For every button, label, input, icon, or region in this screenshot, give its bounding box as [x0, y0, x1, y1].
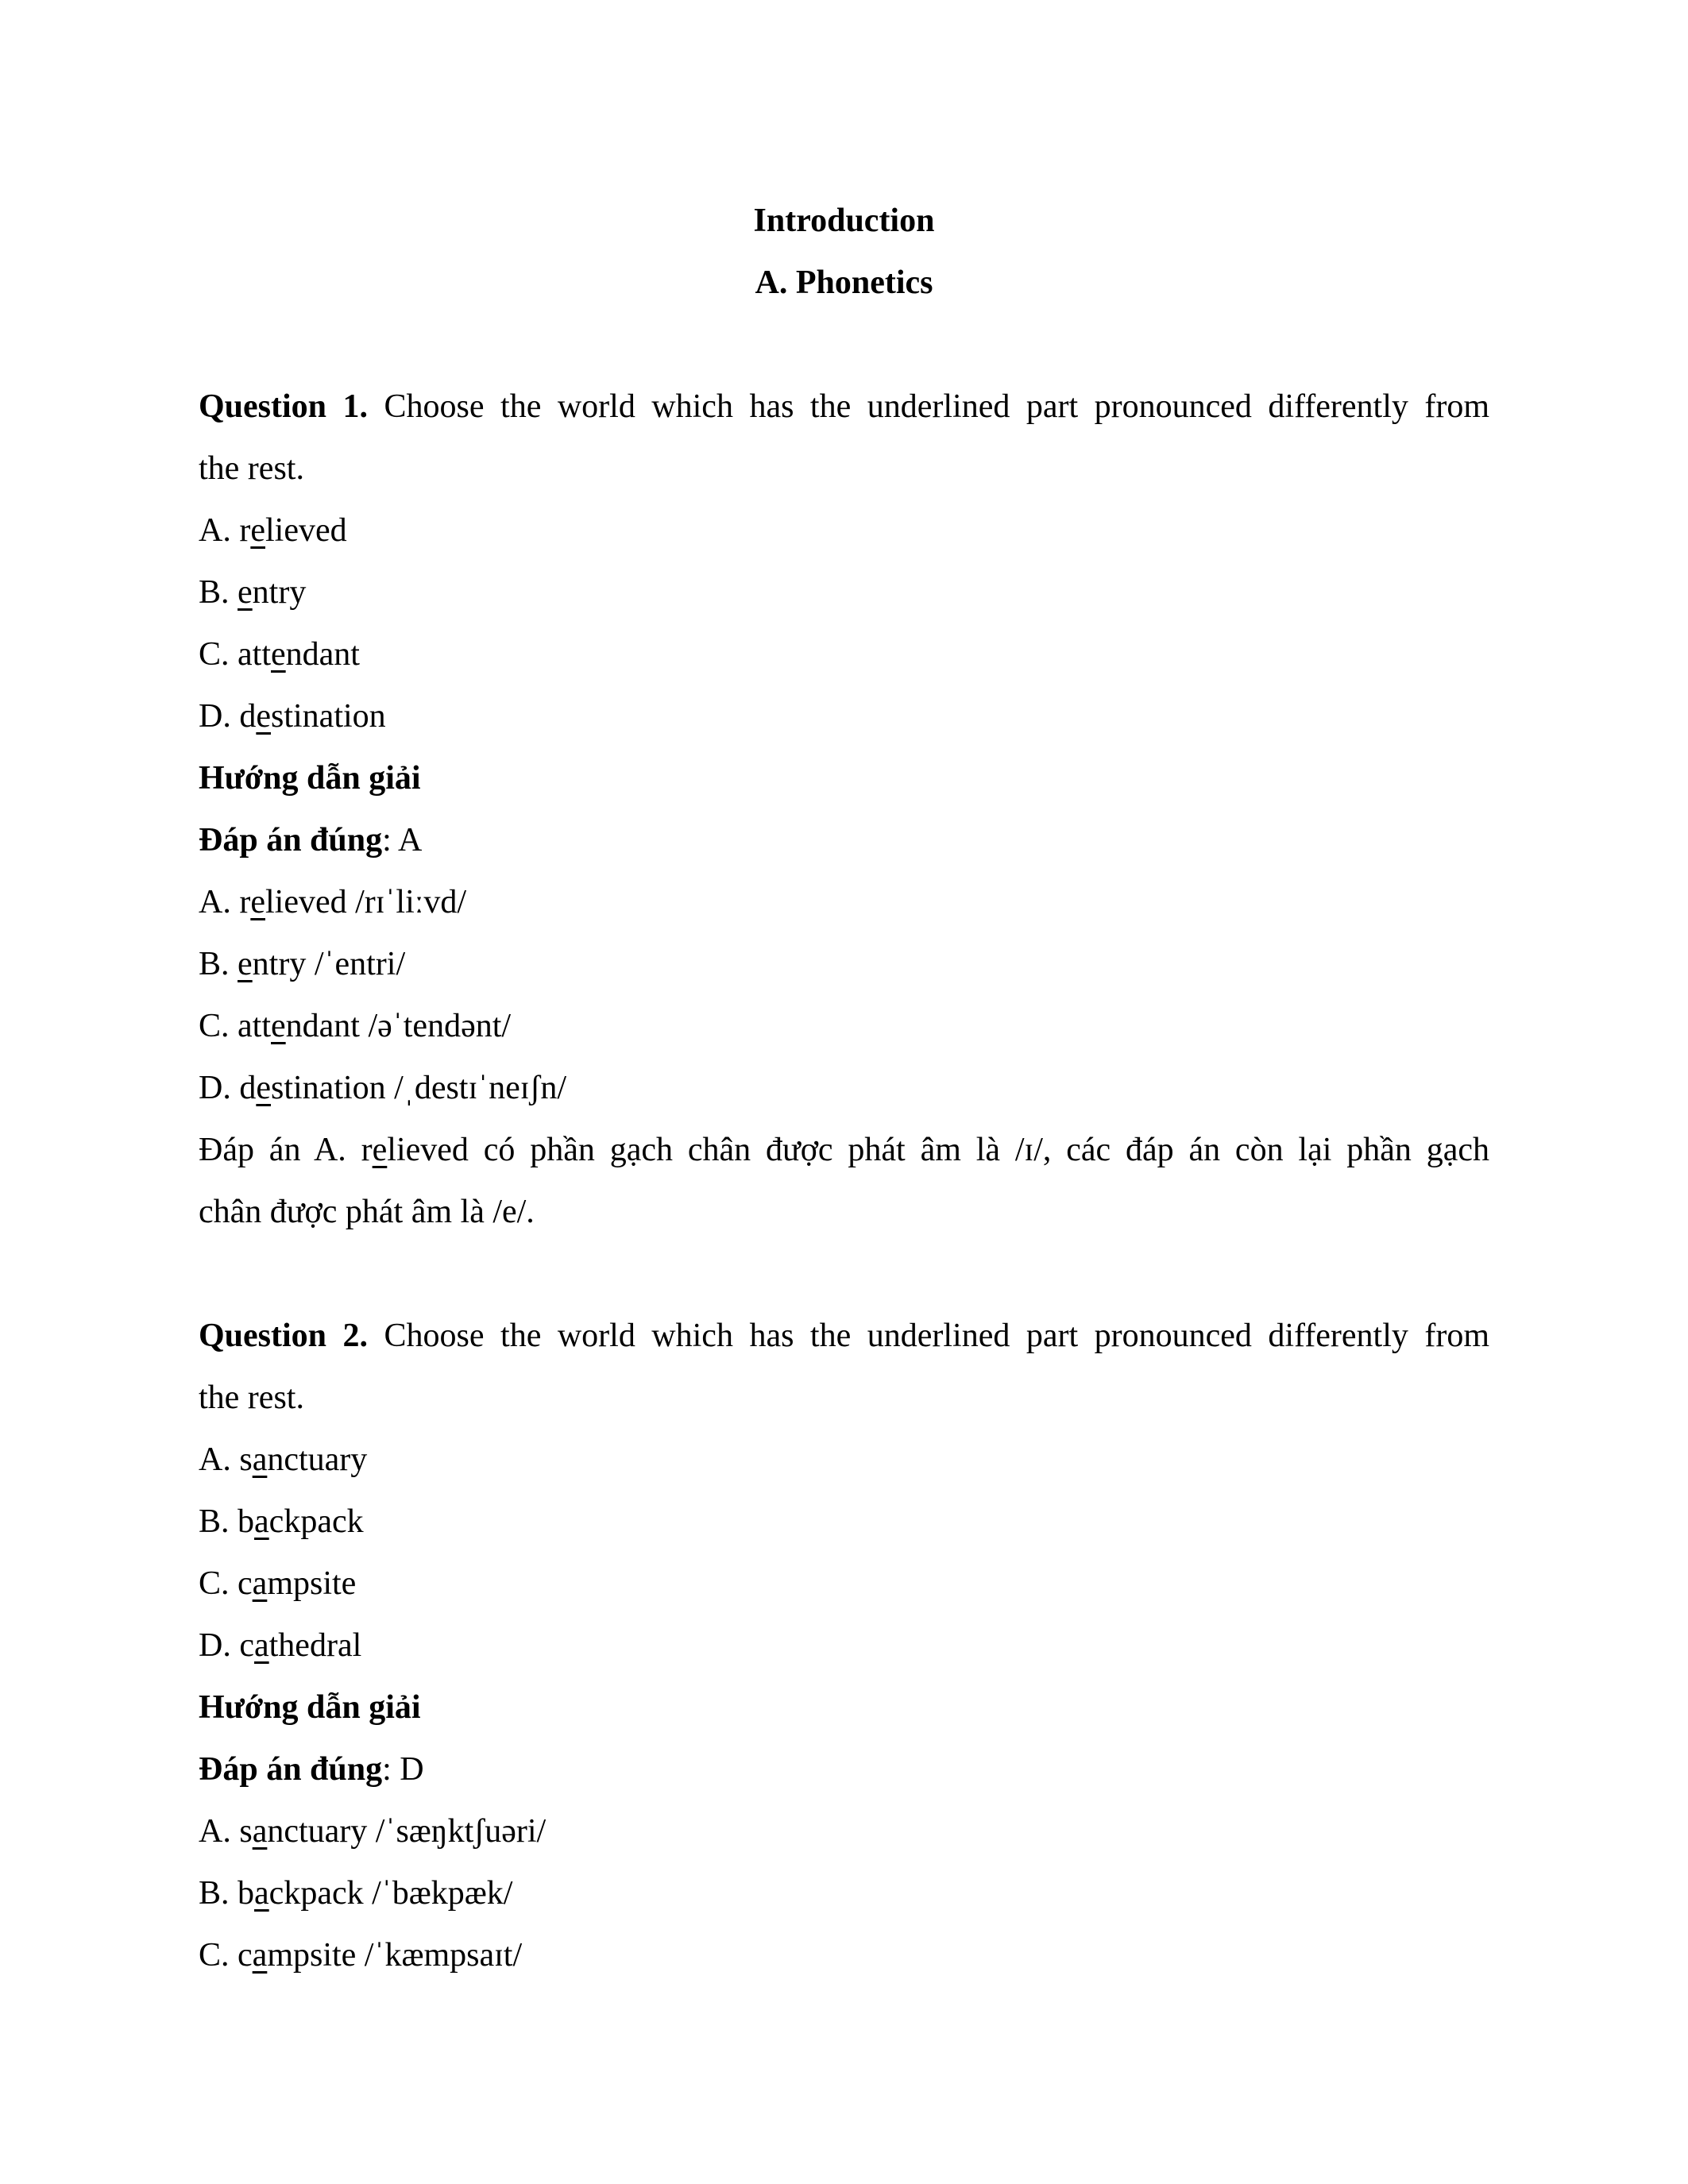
option-text: B.	[199, 574, 238, 611]
option-text: A. r	[199, 512, 251, 549]
question-1-option-c	[199, 623, 1489, 685]
spacer	[199, 1243, 1489, 1305]
question-2-solution-a	[199, 1800, 1489, 1862]
underlined-letter: e	[372, 1132, 388, 1168]
underlined-letter: e	[250, 512, 265, 549]
question-1-label: Question 1.	[199, 388, 369, 425]
underlined-letter: e	[238, 946, 253, 982]
question-1-guide-heading: Hướng dẫn giải	[199, 760, 421, 797]
question-1-explanation-line-1	[199, 1119, 1489, 1181]
question-2-prompt-line-1	[199, 1305, 1489, 1367]
option-text: stination	[271, 698, 386, 735]
question-1-prompt-text: Choose the world which has the underlined part pronounced differently from	[384, 388, 1490, 425]
option-text: C. c	[199, 1565, 253, 1602]
underlined-letter: e	[250, 884, 265, 920]
option-text: ckpack	[268, 1503, 364, 1540]
question-2-prompt-text: Choose the world which has the underlined part pronounced differently from	[384, 1318, 1490, 1354]
question-2-option-c	[199, 1553, 1489, 1615]
question-2-option-d	[199, 1615, 1489, 1677]
option-text: thedral	[268, 1627, 362, 1664]
solution-text: A. s	[199, 1813, 253, 1850]
solution-text: ntry /ˈentri/	[252, 946, 406, 982]
option-text: B. b	[199, 1503, 255, 1540]
option-text: ndant	[285, 636, 360, 673]
question-2-label: Question 2.	[199, 1318, 369, 1354]
underlined-letter: a	[252, 1937, 268, 1974]
question-1-solution-c	[199, 995, 1489, 1057]
option-text: mpsite	[267, 1565, 357, 1602]
option-text: D. d	[199, 698, 257, 735]
question-1-prompt-line-2: the rest.	[199, 450, 304, 487]
option-text: D. c	[199, 1627, 254, 1664]
option-text: nctuary	[267, 1441, 368, 1478]
option-text: ntry	[252, 574, 307, 611]
answer-value: : D	[382, 1751, 424, 1788]
answer-label: Đáp án đúng	[199, 1751, 383, 1788]
question-2-option-a	[199, 1429, 1489, 1491]
underlined-letter: e	[256, 1070, 271, 1106]
question-1-option-d	[199, 685, 1489, 747]
underlined-letter: a	[253, 1627, 269, 1664]
solution-text: C. c	[199, 1937, 253, 1974]
solution-text: ndant /əˈtendənt/	[285, 1008, 512, 1044]
underlined-letter: e	[238, 574, 253, 611]
option-text: C. att	[199, 636, 271, 673]
spacer	[199, 314, 1489, 376]
explanation-text: lieved có phần gạch chân được phát âm là /ɪ/, các đáp án còn lại phần gạch	[387, 1132, 1489, 1168]
solution-text: lieved /rɪˈliːvd/	[265, 884, 467, 920]
answer-value: : A	[382, 822, 423, 859]
document-body	[199, 190, 1489, 1986]
solution-text: mpsite /ˈkæmpsaɪt/	[267, 1937, 523, 1974]
question-1-solution-d	[199, 1057, 1489, 1119]
question-2-solution-b	[199, 1862, 1489, 1924]
option-text: lieved	[265, 512, 347, 549]
solution-text: A. r	[199, 884, 251, 920]
underlined-letter: a	[252, 1565, 268, 1602]
question-1-solution-b	[199, 933, 1489, 995]
underlined-letter: a	[254, 1503, 269, 1540]
question-1-solution-a	[199, 871, 1489, 933]
solution-text: B.	[199, 946, 238, 982]
solution-text: C. att	[199, 1008, 271, 1044]
solution-text: stination /ˌdestɪˈneɪʃn/	[271, 1070, 567, 1106]
question-1-explanation-line-2: chân được phát âm là /e/.	[199, 1194, 535, 1230]
question-1-option-b	[199, 561, 1489, 623]
explanation-text: Đáp án A. r	[199, 1132, 373, 1168]
solution-text: B. b	[199, 1875, 255, 1912]
solution-text: nctuary /ˈsæŋktʃuəri/	[267, 1813, 547, 1850]
underlined-letter: e	[271, 1008, 286, 1044]
page-title: Introduction	[753, 203, 935, 239]
solution-text: ckpack /ˈbækpæk/	[268, 1875, 513, 1912]
question-1-answer-line	[199, 809, 1489, 871]
underlined-letter: e	[256, 698, 271, 735]
section-heading: A. Phonetics	[755, 264, 933, 301]
underlined-letter: a	[252, 1441, 268, 1478]
question-2-prompt-line-2: the rest.	[199, 1379, 304, 1416]
underlined-letter: a	[252, 1813, 268, 1850]
answer-label: Đáp án đúng	[199, 822, 383, 859]
underlined-letter: a	[254, 1875, 269, 1912]
question-2-answer-line	[199, 1738, 1489, 1800]
question-2-guide-heading: Hướng dẫn giải	[199, 1689, 421, 1726]
question-1-option-a	[199, 500, 1489, 561]
question-2-option-b	[199, 1491, 1489, 1553]
question-1-prompt-line-1	[199, 376, 1489, 438]
underlined-letter: e	[271, 636, 286, 673]
solution-text: D. d	[199, 1070, 257, 1106]
question-2-solution-c	[199, 1924, 1489, 1986]
option-text: A. s	[199, 1441, 253, 1478]
